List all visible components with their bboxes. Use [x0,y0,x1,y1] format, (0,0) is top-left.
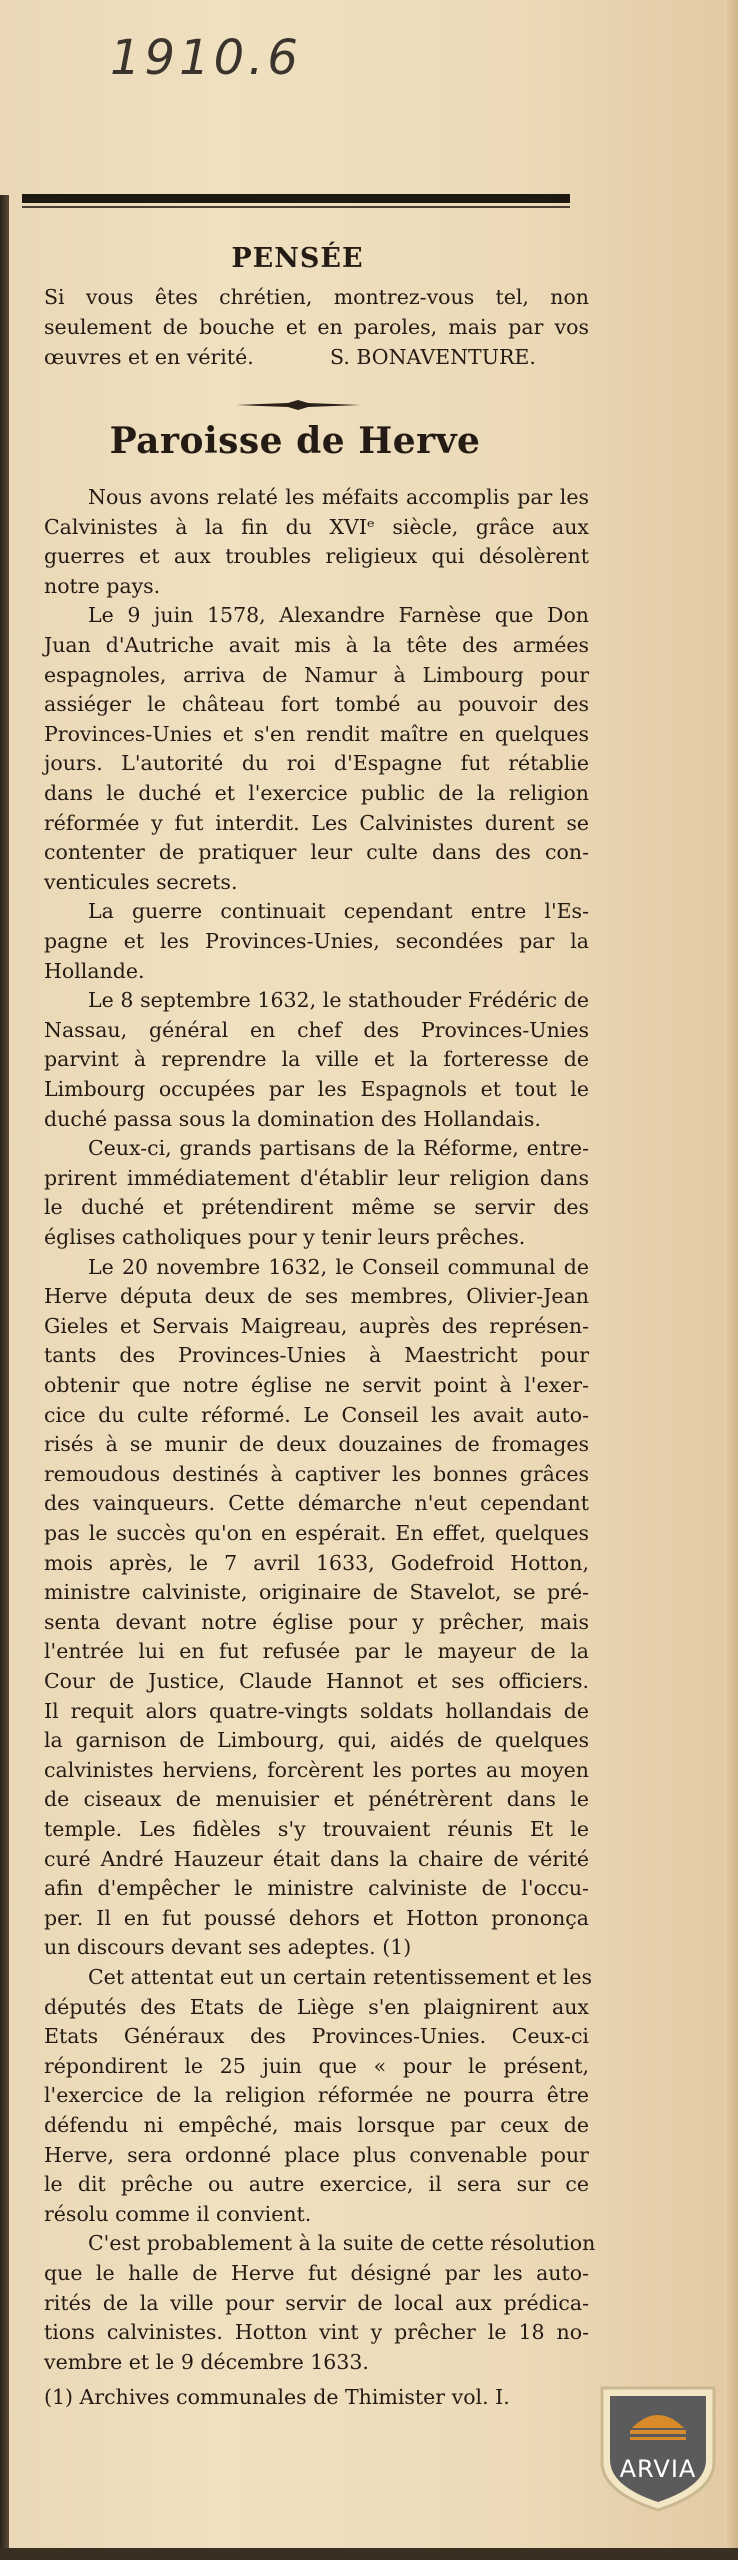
article-line: mois après, le 7 avril 1633, Godefroid Hotton, [44,1550,589,1575]
article-line: parvint à reprendre la ville et la forteresse de [44,1047,589,1072]
article-line: calvinistes herviens, forcèrent les portes au moyen [44,1757,589,1782]
article-line: contenter de pratiquer leur culte dans des con- [44,840,589,865]
article-line: de ciseaux de menuisier et pénétrèrent dans le [44,1787,589,1812]
footnote: (1) Archives communales de Thimister vol. I. [44,2385,510,2410]
article-line: vembre et le 9 décembre 1633. [44,2349,369,2374]
article-line: Le 8 septembre 1632, le stathouder Frédéric de [88,988,589,1013]
article-line: Juan d'Autriche avait mis à la tête des armées [44,633,589,657]
article-line: duché passa sous la domination des Hollandais. [44,1106,541,1131]
article-line: Hollande. [44,958,145,983]
article-line: l'exercice de la religion réformée ne pourra être [44,2083,589,2108]
handwritten-date: 1910.6 [110,30,302,86]
article-line: ministre calviniste, originaire de Stavelot, se pré- [44,1580,589,1605]
article-line: venticules secrets. [44,869,238,894]
article-line: des vainqueurs. Cette démarche n'eut cependant [44,1491,589,1516]
article-line: jours. L'autorité du roi d'Espagne fut rétablie [44,751,589,776]
article-line: un discours devant ses adeptes. (1) [44,1935,412,1960]
article-line: réformée y fut interdit. Les Calvinistes durent se [44,810,589,835]
article-line: dans le duché et l'exercice public de la religion [44,781,589,805]
article-line: Provinces-Unies et s'en rendit maître en quelques [44,721,589,746]
article-line: la garnison de Limbourg, qui, aidés de quelques [44,1728,589,1753]
arvia-logo [592,2382,724,2514]
article-line: notre pays. [44,573,161,598]
article-line: assiéger le château fort tombé au pouvoir des [44,692,589,717]
pensee-line: œuvres et en vérité. [44,345,254,369]
article-line: députés des Etats de Liège s'en plaignirent aux [44,1994,589,2019]
article-title: Paroisse de Herve [109,420,481,462]
article-line: tions calvinistes. Hotton vint y prêcher le 18 no- [44,2320,589,2345]
article-line: La guerre continuait cependant entre l'Es- [88,899,589,924]
article-line: résolu comme il convient. [44,2201,312,2226]
article-line: per. Il en fut poussé dehors et Hotton prononça [44,1905,589,1930]
article-line: le dit prêche ou autre exercice, il sera sur ce [44,2172,589,2197]
article-line: guerres et aux troubles religieux qui désolèrent [44,544,589,569]
right-edge-shadow [724,0,738,2560]
article-line: Cet attentat eut un certain retentissement et les [88,1965,593,1989]
article-line: répondirent le 25 juin que « pour le présent, [44,2053,589,2078]
article-line: Ceux-ci, grands partisans de la Réforme, entre- [88,1136,589,1161]
article-line: C'est probablement à la suite de cette résolution [88,2231,596,2256]
pensee-title: PENSÉE [231,243,364,274]
left-edge-border [0,195,9,2560]
pensee-line: seulement de bouche et en paroles, mais par vos [44,315,589,339]
article-line: Le 9 juin 1578, Alexandre Farnèse que Don [88,603,589,628]
article-line: défendu ni empêché, mais lorsque par ceux de [44,2113,589,2137]
article-line: églises catholiques pour y tenir leurs prêches. [44,1225,526,1249]
article-line: obtenir que notre église ne servit point à l'exer- [44,1373,589,1397]
article-line: le duché et prétendirent même se servir des [44,1195,589,1220]
article-line: espagnoles, arriva de Namur à Limbourg pour [44,662,589,687]
article-line: rités de la ville pour servir de local aux prédica- [44,2290,589,2315]
article-line: prirent immédiatement d'établir leur religion dans [44,1165,589,1190]
pensee-line: Si vous êtes chrétien, montrez-vous tel, non [44,285,589,309]
article-line: pas le succès qu'on en espérait. En effet, quelques [44,1521,589,1545]
article-line: Le 20 novembre 1632, le Conseil communal de [88,1254,589,1279]
article-line: Nous avons relaté les méfaits accomplis par les [88,485,589,509]
article-line: Herve, sera ordonné place plus convenable pour [44,2142,589,2167]
article-line: Cour de Justice, Claude Hannot et ses officiers. [44,1669,589,1693]
top-rule-thin [22,206,570,208]
article-line: afin d'empêcher le ministre calviniste de l'occu- [44,1876,589,1901]
article-line: Etats Généraux des Provinces-Unies. Ceux-ci [44,2024,589,2049]
article-line: pagne et les Provinces-Unies, secondées par la [44,929,589,953]
bottom-strip [0,2548,738,2560]
article-line: temple. Les fidèles s'y trouvaient réunis Et le [44,1817,589,1841]
ornament-divider-icon [236,400,360,410]
article-line: curé André Hauzeur était dans la chaire de vérité [44,1846,589,1871]
article-line: Il requit alors quatre-vingts soldats hollandais de [44,1698,589,1723]
article-line: Nassau, général en chef des Provinces-Unies [44,1017,589,1042]
logo-text: ARVIA [619,2455,697,2483]
article-line: Gieles et Servais Maigreau, auprès des représen- [44,1313,589,1338]
article-line: l'entrée lui en fut refusée par le mayeur de la [44,1639,589,1664]
article-line: risés à se munir de deux douzaines de fromages [44,1432,589,1457]
article-line: que le halle de Herve fut désigné par les auto- [44,2261,589,2285]
article-line: Limbourg occupées par les Espagnols et tout le [44,1077,589,1101]
article-line: tants des Provinces-Unies à Maestricht pour [44,1343,589,1368]
article-line: cice du culte réformé. Le Conseil les avait auto- [44,1402,589,1427]
pensee-author: S. BONAVENTURE. [330,345,536,369]
article-line: Calvinistes à la fin du XVIᵉ siècle, grâce aux [44,514,589,539]
article-line: remoudous destinés à captiver les bonnes grâces [44,1461,589,1486]
top-rule [22,194,570,203]
article-line: senta devant notre église pour y prêcher, mais [44,1609,589,1634]
article-line: Herve députa deux de ses membres, Olivier-Jean [44,1284,589,1309]
